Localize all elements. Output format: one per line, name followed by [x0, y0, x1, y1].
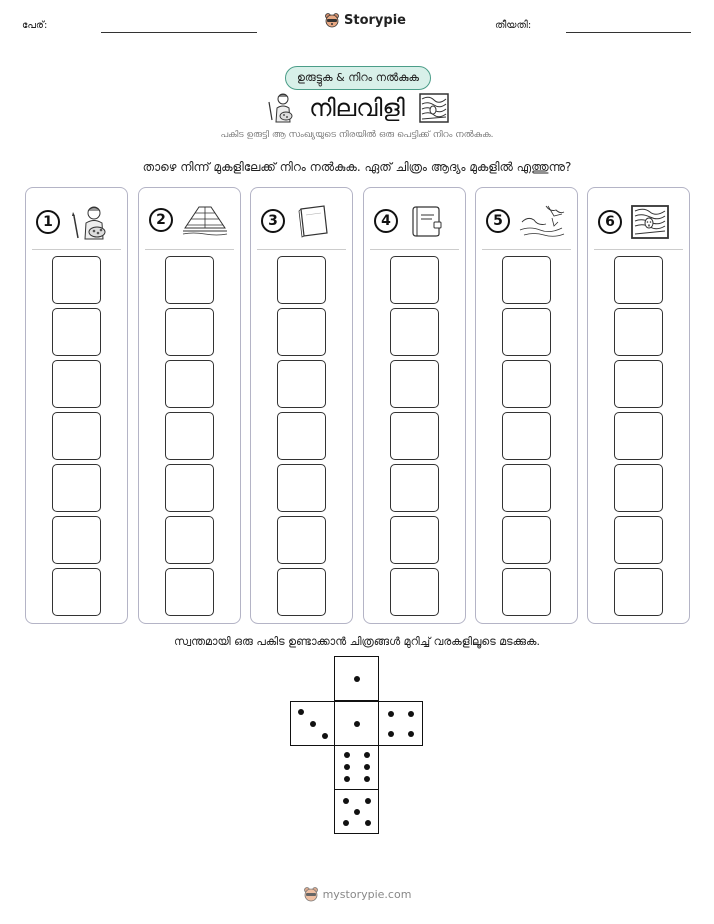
die-face-3 — [290, 701, 335, 746]
pip — [364, 752, 370, 758]
bear-icon — [324, 12, 340, 28]
pip — [344, 752, 350, 758]
column-6 — [587, 187, 690, 624]
pip — [310, 721, 316, 727]
color-box[interactable] — [502, 360, 551, 408]
color-box[interactable] — [390, 568, 439, 616]
date-label: തീയതി: — [495, 20, 532, 31]
color-box[interactable] — [502, 464, 551, 512]
color-box[interactable] — [277, 308, 326, 356]
pip — [364, 764, 370, 770]
box-stack — [502, 256, 551, 620]
color-box[interactable] — [277, 360, 326, 408]
color-box[interactable] — [614, 256, 663, 304]
column-divider — [370, 249, 459, 250]
color-box[interactable] — [614, 360, 663, 408]
instruction: താഴെ നിന്ന് മുകളിലേക്ക് നിറം നൽകുക. ഏത് ചിത്രം ആദ്യം മുകളിൽ എത്തുന്നു? — [142, 160, 572, 174]
painter-icon — [265, 92, 295, 124]
color-box[interactable] — [277, 568, 326, 616]
bridge-icon — [181, 204, 229, 236]
color-box[interactable] — [390, 308, 439, 356]
pip — [388, 711, 394, 717]
color-box[interactable] — [277, 256, 326, 304]
pip — [365, 820, 371, 826]
color-box[interactable] — [277, 516, 326, 564]
column-number: 5 — [486, 209, 510, 233]
scream-painting-icon — [630, 204, 670, 240]
canvas-icon — [293, 204, 333, 238]
color-box[interactable] — [614, 516, 663, 564]
color-box[interactable] — [52, 516, 101, 564]
color-box[interactable] — [502, 412, 551, 460]
column-4 — [363, 187, 466, 624]
pip — [408, 711, 414, 717]
pip — [322, 733, 328, 739]
color-box[interactable] — [390, 464, 439, 512]
color-box[interactable] — [614, 412, 663, 460]
die-face-6 — [334, 745, 379, 790]
column-number: 4 — [374, 209, 398, 233]
color-box[interactable] — [52, 256, 101, 304]
pip — [388, 731, 394, 737]
die-face-5 — [334, 789, 379, 834]
book-icon — [406, 204, 446, 238]
river-landscape-icon — [518, 204, 566, 238]
die-face-1 — [334, 701, 379, 746]
column-number: 6 — [598, 210, 622, 234]
box-stack — [52, 256, 101, 620]
column-number: 1 — [36, 210, 60, 234]
color-box[interactable] — [502, 568, 551, 616]
pip — [343, 820, 349, 826]
color-box[interactable] — [614, 568, 663, 616]
color-box[interactable] — [165, 256, 214, 304]
footer-url[interactable]: mystorypie.com — [322, 887, 412, 901]
color-box[interactable] — [614, 464, 663, 512]
color-box[interactable] — [502, 308, 551, 356]
column-divider — [145, 249, 234, 250]
pip — [298, 709, 304, 715]
die-face-4 — [378, 701, 423, 746]
pip — [364, 776, 370, 782]
column-divider — [257, 249, 346, 250]
painter-icon — [68, 204, 108, 240]
column-divider — [482, 249, 571, 250]
column-2 — [138, 187, 241, 624]
column-number: 2 — [149, 208, 173, 232]
subtitle: പകിട ഉരുട്ടി ആ സംഖ്യയുടെ നിരയിൽ ഒരു പെട്ടിക്ക് നിറം നൽകുക. — [220, 130, 494, 140]
box-stack — [614, 256, 663, 620]
name-line[interactable] — [101, 32, 257, 33]
date-line[interactable] — [566, 32, 691, 33]
bear-icon — [303, 886, 319, 902]
color-box[interactable] — [390, 412, 439, 460]
page-title: നിലവിളി — [309, 94, 405, 122]
color-box[interactable] — [52, 568, 101, 616]
color-box[interactable] — [390, 256, 439, 304]
column-3 — [250, 187, 353, 624]
storypie-logo — [324, 12, 406, 28]
pip — [354, 676, 360, 682]
color-box[interactable] — [277, 412, 326, 460]
color-box[interactable] — [165, 464, 214, 512]
color-box[interactable] — [614, 308, 663, 356]
color-box[interactable] — [502, 256, 551, 304]
column-divider — [594, 249, 683, 250]
column-divider — [32, 249, 121, 250]
column-number: 3 — [261, 209, 285, 233]
color-box[interactable] — [52, 360, 101, 408]
color-box[interactable] — [165, 360, 214, 408]
pip — [344, 764, 350, 770]
color-box[interactable] — [52, 412, 101, 460]
color-box[interactable] — [165, 516, 214, 564]
pip — [344, 776, 350, 782]
color-box[interactable] — [165, 308, 214, 356]
color-box[interactable] — [165, 412, 214, 460]
color-box[interactable] — [165, 568, 214, 616]
color-box[interactable] — [277, 464, 326, 512]
activity-badge: ഉരുട്ടുക & നിറം നൽകുക — [285, 66, 431, 90]
brand-name: Storypie — [344, 12, 406, 28]
box-stack — [277, 256, 326, 620]
scream-painting-icon — [419, 93, 449, 123]
title-row — [0, 92, 714, 124]
color-box[interactable] — [390, 360, 439, 408]
footer — [0, 886, 714, 902]
column-5 — [475, 187, 578, 624]
pip — [354, 721, 360, 727]
color-box[interactable] — [52, 308, 101, 356]
color-box[interactable] — [502, 516, 551, 564]
box-stack — [165, 256, 214, 620]
color-box[interactable] — [52, 464, 101, 512]
pip — [365, 798, 371, 804]
pip — [354, 809, 360, 815]
pip — [343, 798, 349, 804]
pip — [408, 731, 414, 737]
column-1 — [25, 187, 128, 624]
die-face-1 — [334, 656, 379, 701]
color-box[interactable] — [390, 516, 439, 564]
fold-instruction: സ്വന്തമായി ഒരു പകിട ഉണ്ടാക്കാൻ ചിത്രങ്ങൾ മുറിച്ച് വരകളിലൂടെ മടക്കുക. — [174, 635, 540, 648]
box-stack — [390, 256, 439, 620]
name-label: പേര്: — [22, 20, 48, 31]
